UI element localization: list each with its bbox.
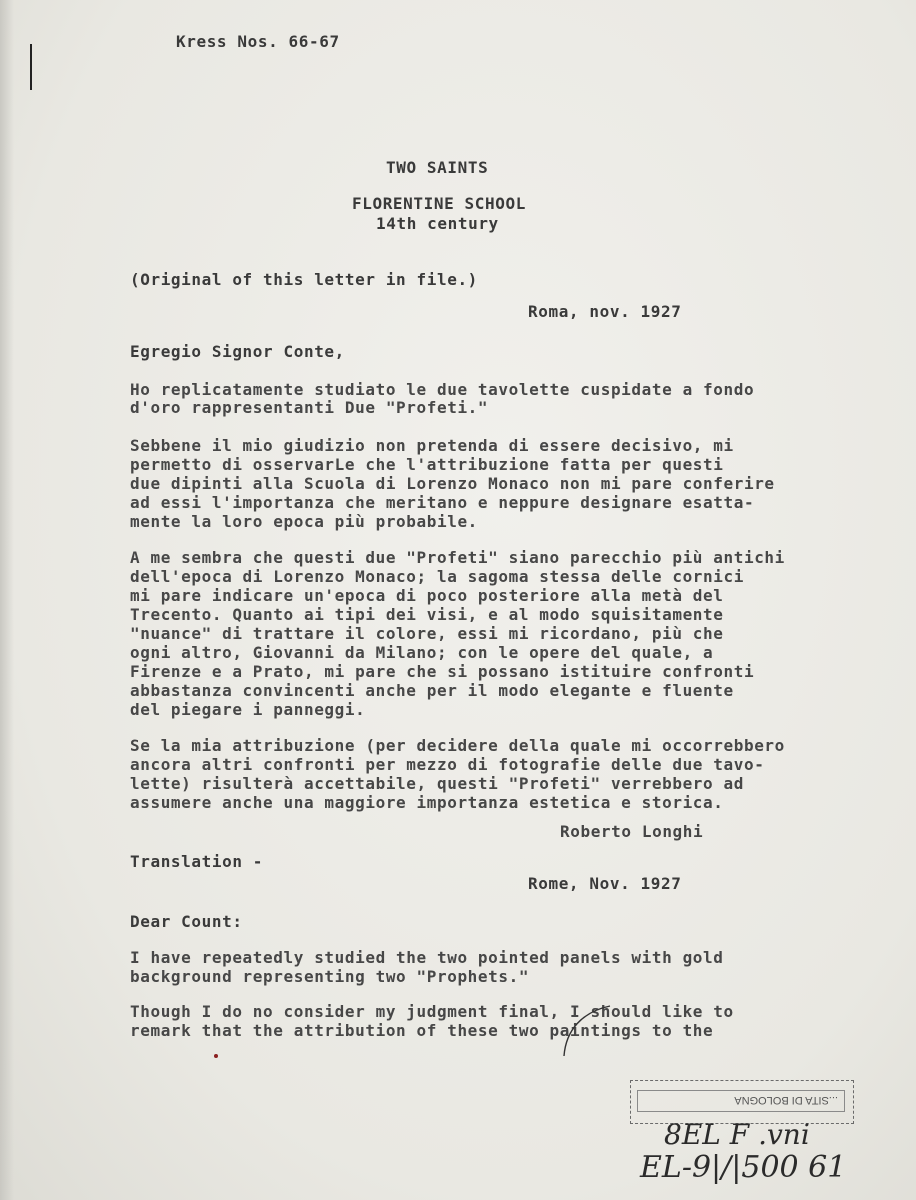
text-line: remark that the attribution of these two paintings to the	[130, 1021, 714, 1040]
text-line: ad essi l'importanza che meritano e neppure designare esatta-	[130, 493, 755, 512]
paper-edge-shadow	[0, 0, 14, 1200]
text-line: ogni altro, Giovanni da Milano; con le opere del quale, a	[130, 643, 714, 662]
text-line: "nuance" di trattare il colore, essi mi ricordano, più che	[130, 624, 724, 643]
text-line: Se la mia attribuzione (per decidere della quale mi occorrebbero	[130, 736, 785, 755]
translation-date: Rome, Nov. 1927	[528, 874, 682, 893]
school-label: FLORENTINE SCHOOL	[352, 194, 526, 213]
text-line: d'oro rappresentanti Due "Profeti."	[130, 398, 489, 417]
text-line: Though I do no consider my judgment final, I should like to	[130, 1002, 734, 1021]
text-line: A me sembra che questi due "Profeti" siano parecchio più antichi	[130, 548, 785, 567]
text-line: ancora altri confronti per mezzo di fotografie delle due tavo-	[130, 755, 765, 774]
text-line: mente la loro epoca più probabile.	[130, 512, 478, 531]
text-line: abbastanza convincenti anche per il modo elegante e fluente	[130, 681, 734, 700]
file-note: (Original of this letter in file.)	[130, 270, 478, 289]
document-title: TWO SAINTS	[386, 158, 489, 177]
text-line: Trecento. Quanto ai tipi dei visi, e al modo squisitamente	[130, 605, 724, 624]
text-line: lette) risulterà accettabile, questi "Profeti" verrebbero ad	[130, 774, 744, 793]
margin-mark	[30, 44, 32, 90]
text-line: permetto di osservarLe che l'attribuzione fatta per questi	[130, 455, 724, 474]
handwritten-catalog-number: EL-9|/|500 61	[640, 1150, 847, 1185]
translation-salutation: Dear Count:	[130, 912, 243, 931]
italian-salutation: Egregio Signor Conte,	[130, 342, 345, 361]
text-line: Ho replicatamente studiato le due tavolette cuspidate a fondo	[130, 380, 755, 399]
italian-date: Roma, nov. 1927	[528, 302, 682, 321]
text-line: assumere anche una maggiore importanza estetica e storica.	[130, 793, 724, 812]
kress-reference: Kress Nos. 66-67	[176, 32, 340, 51]
signature-name: Roberto Longhi	[560, 822, 704, 841]
text-line: Firenze e a Prato, mi pare che si possano istituire confronti	[130, 662, 755, 681]
ink-dot	[214, 1054, 218, 1058]
translation-heading: Translation -	[130, 852, 264, 871]
text-line: mi pare indicare un'epoca di poco posteriore alla metà del	[130, 586, 724, 605]
stamp-text: ...SITA DI BOLOGNA	[637, 1090, 845, 1112]
text-line: Sebbene il mio giudizio non pretenda di essere decisivo, mi	[130, 436, 734, 455]
text-line: dell'epoca di Lorenzo Monaco; la sagoma stessa delle cornici	[130, 567, 744, 586]
century-label: 14th century	[376, 214, 499, 233]
pen-mark	[560, 1000, 620, 1060]
text-line: I have repeatedly studied the two pointed panels with gold	[130, 948, 724, 967]
handwritten-inventory: 8EL F .vni	[664, 1118, 810, 1151]
text-line: due dipinti alla Scuola di Lorenzo Monaco non mi pare conferire	[130, 474, 775, 493]
text-line: background representing two "Prophets."	[130, 967, 530, 986]
text-line: del piegare i panneggi.	[130, 700, 366, 719]
